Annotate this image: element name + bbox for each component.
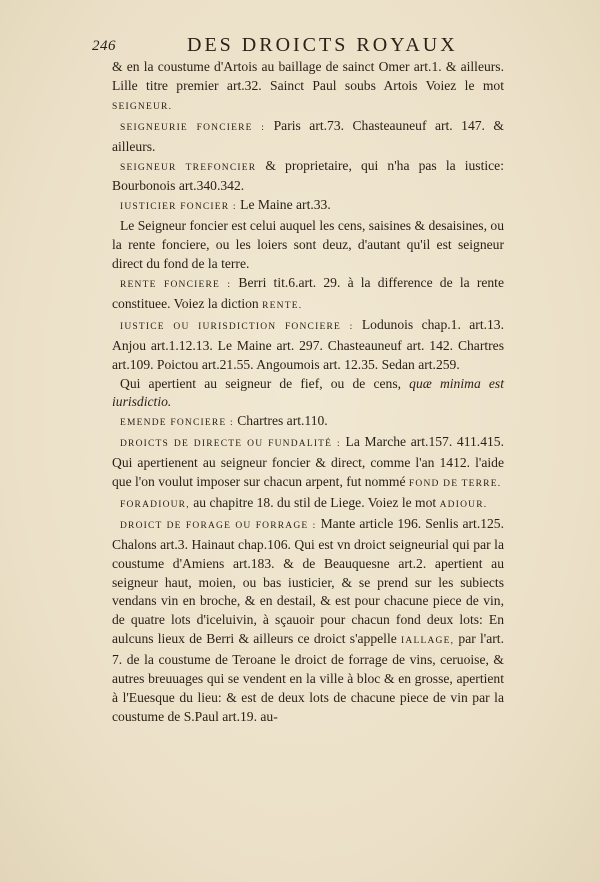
paragraph: FORADIOUR, au chapitre 18. du stil de Liege. Voiez le mot ADIOUR. xyxy=(120,494,488,510)
paragraph: SEIGNEUR TREFONCIER & proprietaire, qui n'ha pas la iustice: Bourbonois art.340.342. xyxy=(112,157,504,194)
paragraph: & en la coustume d'Artois au baillage de sainct Omer art.1. & ailleurs. Lille titre premier art.32. Sainct Paul soubs Artois Voiez le mot SEIGNEUR. xyxy=(112,59,504,112)
paragraph: DROICTS DE DIRECTE OU FUNDALITÉ : La Marche art.157. 411.415. Qui apertienent au seigneur foncier & direct, comme l'an 1412. l'aide que l'on voulut imposer sur chacun arpent, fut nommé FOND DE TERRE. xyxy=(112,434,504,490)
running-title: DES DROICTS ROYAUX xyxy=(187,34,458,56)
page-number: 246 xyxy=(92,38,116,54)
paragraph: SEIGNEURIE FONCIERE : Paris art.73. Chasteauneuf art. 147. & ailleurs. xyxy=(112,117,504,154)
body-text xyxy=(112,58,504,727)
paragraph: Le Seigneur foncier est celui auquel les cens, saisines & desaisines, ou la rente fonciere, ou les loiers sont deuz, d'autant qu'il est seigneur direct du fond de la terre. xyxy=(112,218,504,272)
paragraph: RENTE FONCIERE : Berri tit.6.art. 29. à la difference de la rente constituee. Voiez la diction RENTE. xyxy=(112,274,504,311)
paragraph: IUSTICIER FONCIER : Le Maine art.33. xyxy=(120,197,331,213)
paragraph: DROICT DE FORAGE OU FORRAGE : Mante article 196. Senlis art.125. Chalons art.3. Hainaut chap.106. Qui est vn droict seigneurial qui par la coustume d'Amiens art.183. & de Beauquesne art.2. apertient au seigneur haut, moien, ou bas iusticier, & se prend sur les subiects vendans vin en broche, & en destail, & est pour chacune piece de vin, de quatre lots d'iceluivin, à sçauoir pour chacun fond deux lots: En aulcuns lieux de Berri & ailleurs ce droict s'appelle IALLAGE, par l'art. 7. de la coustume de Teroane le droict de forrage de vins, ceruoise, & autres breuuages qui se vendent en la ville à bloc & en grosse, apertient à l'Euesque du lieu: & est de deux lots de chacune piece de vin par la coustume de S.Paul art.19. au- xyxy=(112,515,505,724)
running-header xyxy=(92,34,512,58)
paragraph: IUSTICE OU IURISDICTION FONCIERE : Lodunois chap.1. art.13. Anjou art.1.12.13. Le Maine art. 297. Chasteauneuf art. 142. Chartres art.109. Poictou art.21.55. Angoumois art. 12.35. Sedan art.259. xyxy=(112,316,504,372)
paragraph: Qui apertient au seigneur de fief, ou de cens, quæ minima est iurisdictio. xyxy=(112,375,504,410)
paragraph: EMENDE FONCIERE : Chartres art.110. xyxy=(120,413,328,429)
